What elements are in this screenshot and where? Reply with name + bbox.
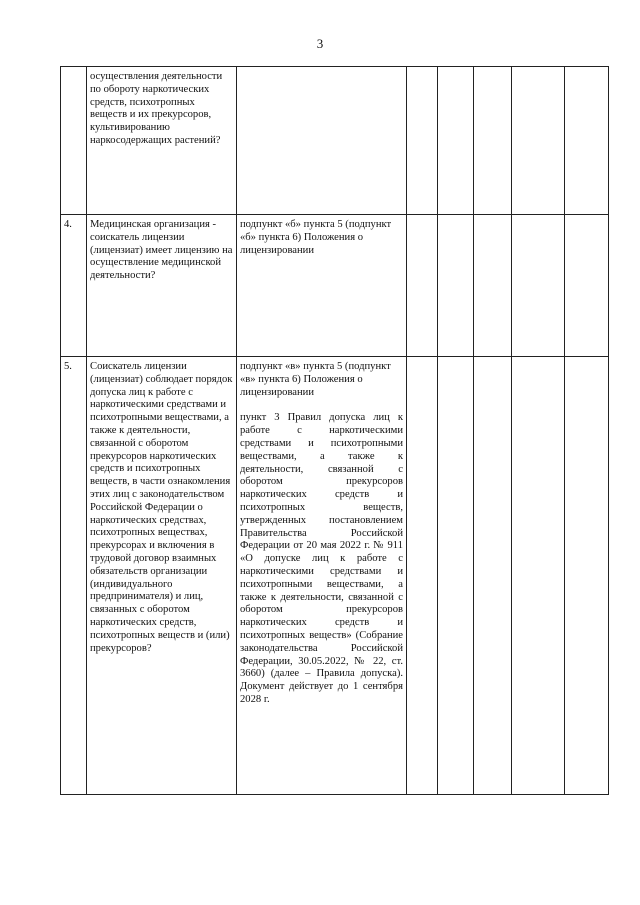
question-text: Медицинская организация - соискатель лицензии (лицензиат) имеет лицензию на осуществление медицинской деятельности? [87,215,237,357]
requisites-cell [237,215,407,357]
empty-cell [438,67,474,215]
requisite-text: пункт 3 Правил допуска лиц к работе с наркотическими средствами и психотропными веществами, а также к деятельности, связанной с оборотом прекурсоров наркотических средств и психотропных веществ, утвержденных постановлением Правительства Российской Федерации от 20 мая 2022 г. № 911 «О допуске лиц к работе с наркотическими средствами и психотропными веществами, а также к деятельности, связанной с оборотом прекурсоров наркотических средств и психотропных веществ» (Собрание законодательства Российской Федерации, 30.05.2022, № 22, ст. 3660) (далее – Правила допуска). Документ действует до 1 сентября 2028 г. [240,412,403,705]
requisite-text: подпункт «в» пункта 5 (подпункт «в» пункта 6) Положения о лицензировании [240,361,391,398]
empty-cell [407,215,438,357]
empty-cell [438,357,474,795]
checklist-table [60,66,609,795]
table-row [61,357,609,795]
question-text: Соискатель лицензии (лицензиат) соблюдает порядок допуска лиц к работе с наркотическими средствами и психотропными веществами, а также к деятельности, связанной с оборотом прекурсоров наркотических средств и психотропных веществ, в части ознакомления этих лиц с законодательством Российской Федерации о наркотических средствах, психотропных веществах, прекурсорах и включения в трудовой договор взаимных обязательств организации (индивидуального предпринимателя) и лиц, связанных с оборотом наркотических средств, психотропных веществ и (или) прекурсоров? [87,357,237,795]
row-number: 5. [61,357,87,795]
empty-cell [407,67,438,215]
empty-cell [474,357,512,795]
empty-cell [565,67,609,215]
empty-cell [407,357,438,795]
requisites-cell [237,357,407,795]
table-row [61,215,609,357]
table-row [61,67,609,215]
row-number [61,67,87,215]
page-number: 3 [316,36,324,51]
empty-cell [565,357,609,795]
requisite-text: подпункт «б» пункта 5 (подпункт «б» пункта 6) Положения о лицензировании [240,219,392,256]
empty-cell [474,67,512,215]
empty-cell [565,215,609,357]
question-text: осуществления деятельности по обороту наркотических средств, психотропных веществ и их прекурсоров, культивированию наркосодержащих растений? [87,67,237,215]
empty-cell [512,67,565,215]
row-number: 4. [61,215,87,357]
empty-cell [438,215,474,357]
empty-cell [512,357,565,795]
empty-cell [474,215,512,357]
empty-cell [512,215,565,357]
spacer [240,399,403,412]
requisites-cell [237,67,407,215]
